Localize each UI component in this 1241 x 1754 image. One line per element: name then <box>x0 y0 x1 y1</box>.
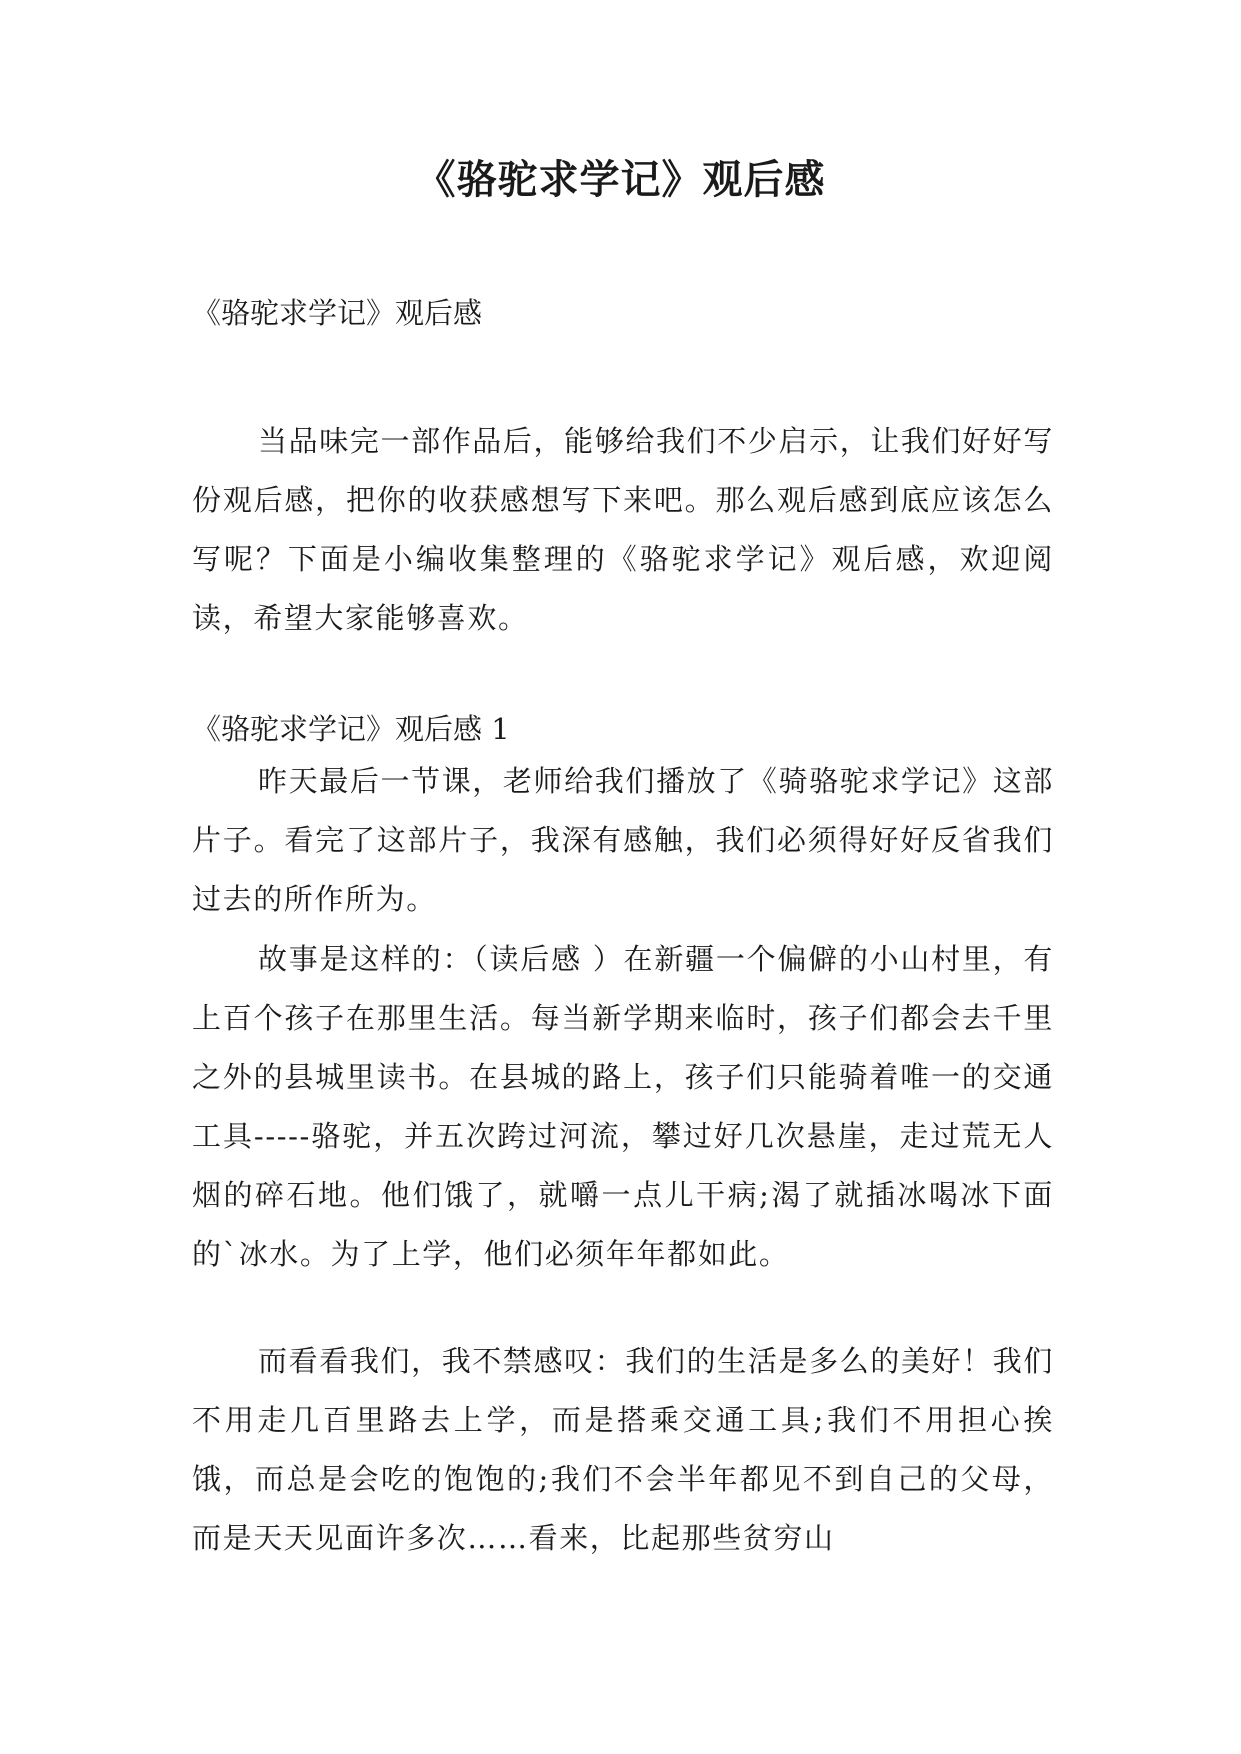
body-paragraph: 而看看我们，我不禁感叹：我们的生活是多么的美好！我们不用走几百里路去上学，而是搭乘交通工具;我们不用担心挨饿，而总是会吃的饱饱的;我们不会半年都见不到自己的父母，而是天天见面许多次……看来，比起那些贫穷山 <box>192 1344 1054 1555</box>
body-paragraph: 故事是这样的：（读后感 ）在新疆一个偏僻的小山村里，有上百个孩子在那里生活。每当新学期来临时，孩子们都会去千里之外的县城里读书。在县城的路上，孩子们只能骑着唯一的交通工具-----骆驼，并五次跨过河流，攀过好几次悬崖，走过荒无人烟的碎石地。他们饿了，就嚼一点儿干病;渴了就插冰喝冰下面的`冰水。为了上学，他们必须年年都如此。 <box>192 942 1054 1271</box>
intro-paragraph: 当品味完一部作品后，能够给我们不少启示，让我们好好写份观后感，把你的收获感想写下来吧。那么观后感到底应该怎么写呢？下面是小编收集整理的《骆驼求学记》观后感，欢迎阅读，希望大家能够喜欢。 <box>192 424 1054 635</box>
document-subtitle: 《骆驼求学记》观后感 <box>192 296 483 330</box>
body-paragraph: 昨天最后一节课，老师给我们播放了《骑骆驼求学记》这部片子。看完了这部片子，我深有感触，我们必须得好好反省我们过去的所作所为。 <box>192 764 1054 916</box>
section-heading: 《骆驼求学记》观后感 1 <box>192 712 510 746</box>
document-title: 《骆驼求学记》观后感 <box>415 157 826 203</box>
